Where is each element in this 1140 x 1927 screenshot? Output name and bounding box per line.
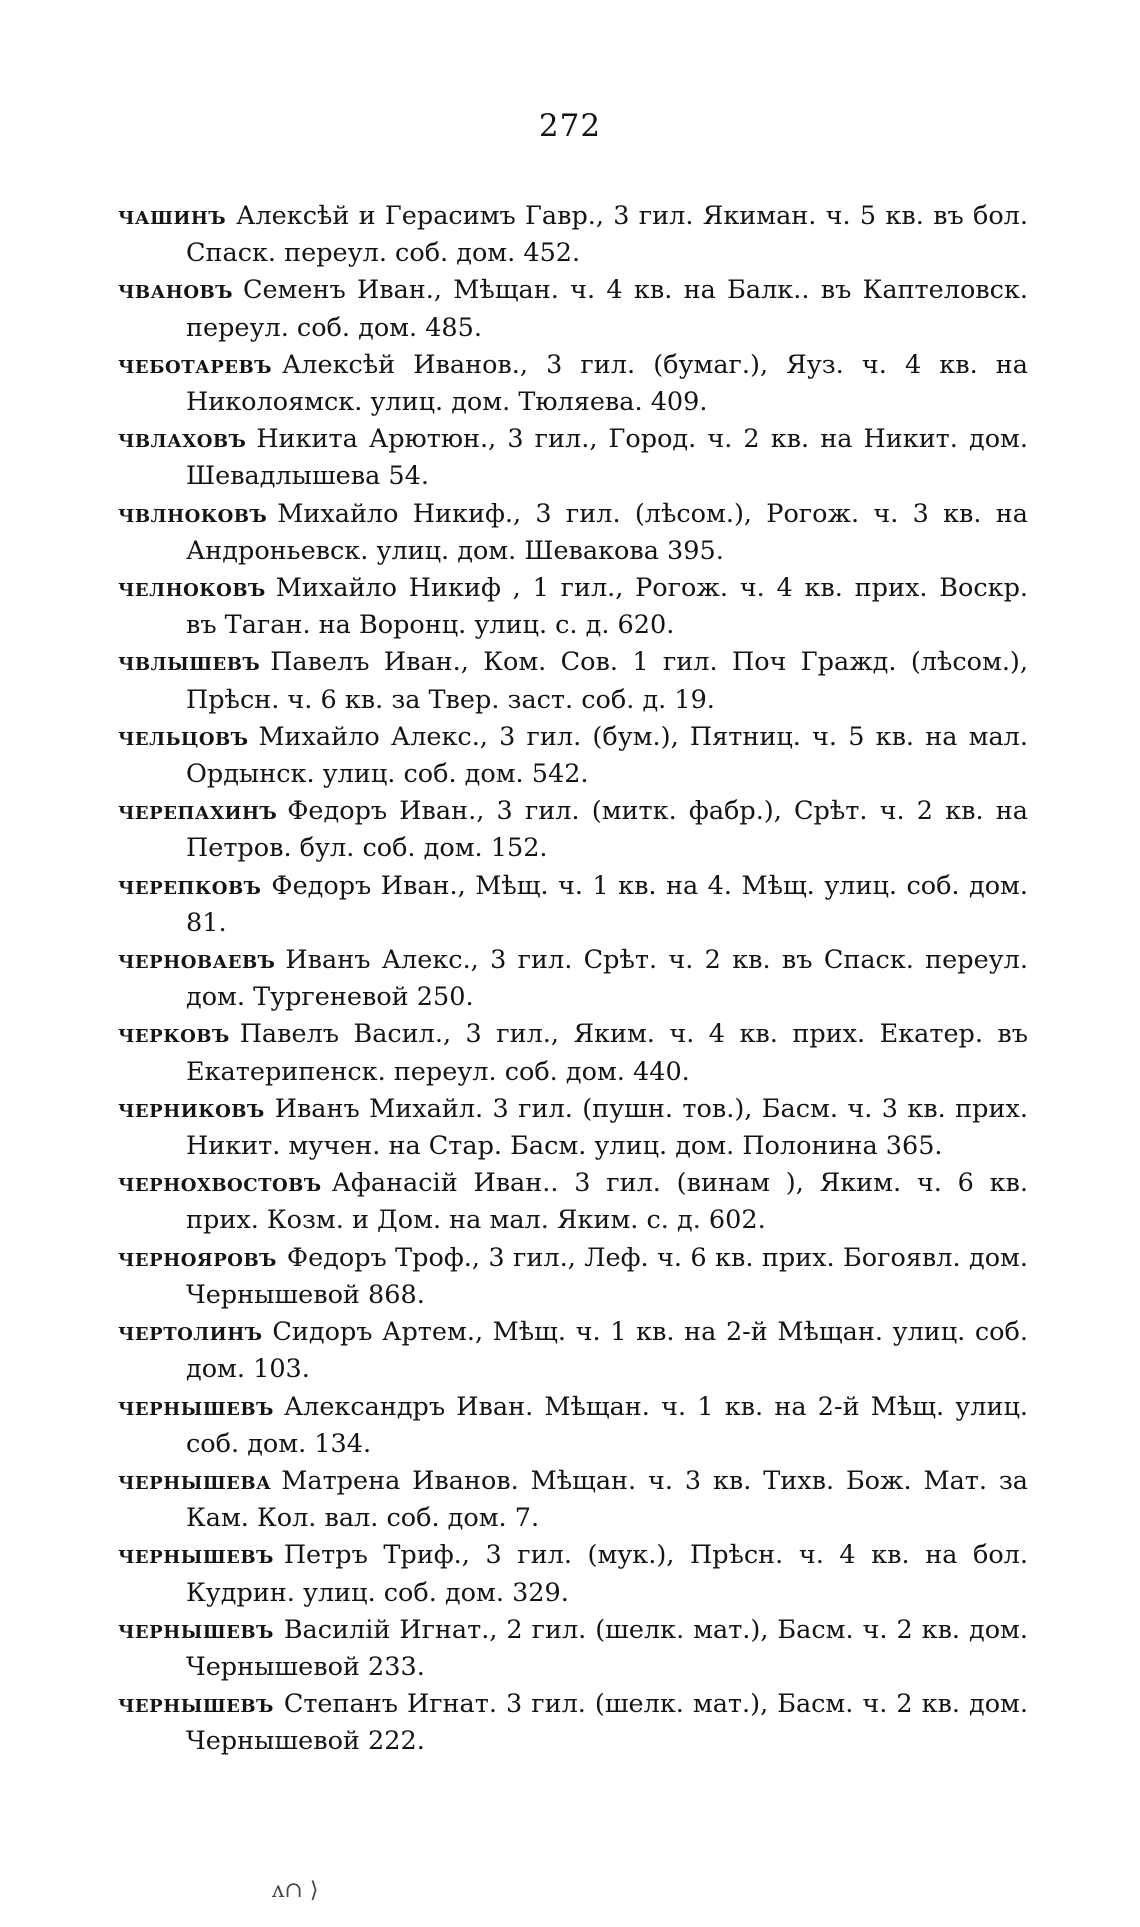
entry-surname: чашинъ — [118, 201, 227, 231]
entry-surname: черноваевъ — [118, 945, 276, 976]
entry-details: Павелъ Иван., Ком. Сов. 1 гил. Поч Гражд. (лѣсом.), Прѣсн. ч. 6 кв. за Твер. заст. соб. д. 19. — [186, 647, 1028, 715]
directory-entry — [118, 421, 1028, 495]
entry-details: Афанасій Иван.. 3 гил. (винам ), Яким. ч. 6 кв. прих. Козм. и Дом. на мал. Яким. с. д. 602. — [186, 1168, 1028, 1236]
entry-details: Михайло Никиф., 3 гил. (лѣсом.), Рогож. ч. 3 кв. на Андроньевск. улиц. дом. Шевакова 395. — [186, 498, 1028, 566]
entry-surname: чельцовъ — [118, 721, 249, 752]
entry-details: Михайло Алекс., 3 гил. (бум.), Пятниц. ч. 5 кв. на мал. Ордынск. улиц. соб. дом. 542. — [186, 721, 1028, 790]
entry-details: Петръ Триф., 3 гил. (мук.), Прѣсн. ч. 4 кв. на бол. Кудрин. улиц. соб. дом. 329. — [186, 1540, 1028, 1608]
directory-entry — [118, 719, 1028, 793]
directory-entry — [118, 1537, 1028, 1611]
directory-entry — [118, 1240, 1028, 1314]
entry-details: Алексѣй Иванов., 3 гил. (бумаг.), Яуз. ч. 4 кв. на Николоямск. улиц. дом. Тюляева. 409. — [186, 349, 1028, 418]
entry-details: Павелъ Васил., 3 гил., Яким. ч. 4 кв. прих. Екатер. въ Екатерипенск. переул. соб. дом. 440. — [186, 1019, 1028, 1087]
directory-entry — [118, 198, 1028, 272]
entry-details: Василій Игнат., 2 гил. (шелк. мат.), Басм. ч. 2 кв. дом. Чернышевой 233. — [186, 1614, 1028, 1682]
directory-entry — [118, 1389, 1028, 1463]
entry-surname: челноковъ — [118, 573, 266, 604]
directory-entry — [118, 1686, 1028, 1760]
directory-entry — [118, 1612, 1028, 1686]
entry-surname: чвлышевъ — [118, 647, 261, 678]
entry-surname: чернохвостовъ — [118, 1168, 322, 1199]
entry-surname: чернышевъ — [118, 1689, 274, 1720]
entry-surname: чвановъ — [118, 275, 233, 306]
entry-details: Степанъ Игнат. 3 гил. (шелк. мат.), Басм. ч. 2 кв. дом. Чернышевой 222. — [186, 1689, 1028, 1757]
entry-surname: чернышева — [118, 1465, 272, 1496]
entry-surname: черепахинъ — [118, 796, 278, 827]
entry-surname: чернояровъ — [118, 1242, 277, 1273]
entry-details: Матрена Иванов. Мѣщан. ч. 3 кв. Тихв. Бож. Мат. за Кам. Кол. вал. соб. дом. 7. — [186, 1465, 1028, 1534]
entry-surname: черниковъ — [118, 1093, 265, 1124]
footer-mark: ᴧ∩ ⟩ — [272, 1878, 319, 1903]
entry-surname: чернышевъ — [118, 1540, 274, 1571]
entry-surname: чернышевъ — [118, 1391, 274, 1422]
directory-entries — [118, 198, 1028, 1761]
entry-details: Никита Арютюн., 3 гил., Город. ч. 2 кв. на Никит. дом. Шевадлышева 54. — [186, 424, 1028, 492]
entry-details: Михайло Никиф , 1 гил., Рогож. ч. 4 кв. прих. Воскр. въ Таган. на Воронц. улиц. с. д. 620. — [186, 573, 1028, 641]
entry-surname: чернышевъ — [118, 1614, 274, 1645]
directory-entry — [118, 868, 1028, 942]
entry-surname: чеботаревъ — [118, 349, 272, 380]
entry-surname: чвлноковъ — [118, 498, 268, 529]
directory-entry — [118, 496, 1028, 570]
directory-entry — [118, 793, 1028, 867]
page-number: 272 — [538, 108, 602, 144]
entry-details: Алексѣй и Герасимъ Гавр., 3 гил. Якиман. ч. 5 кв. въ бол. Спаск. переул. соб. дом. 452. — [186, 201, 1028, 269]
directory-entry — [118, 347, 1028, 421]
directory-entry — [118, 272, 1028, 346]
entry-details: Федоръ Троф., 3 гил., Леф. ч. 6 кв. прих. Богоявл. дом. Чернышевой 868. — [186, 1242, 1028, 1310]
entry-details: Сидоръ Артем., Мѣщ. ч. 1 кв. на 2-й Мѣщан. улиц. соб. дом. 103. — [186, 1317, 1028, 1385]
directory-entry — [118, 1091, 1028, 1165]
directory-entry — [118, 1463, 1028, 1537]
entry-surname: чвлаховъ — [118, 424, 247, 455]
entry-details: Семенъ Иван., Мѣщан. ч. 4 кв. на Балк.. въ Каптеловск. переул. соб. дом. 485. — [186, 275, 1028, 343]
directory-entry — [118, 1165, 1028, 1239]
entry-details: Иванъ Михайл. 3 гил. (пушн. тов.), Басм. ч. 3 кв. прих. Никит. мучен. на Стар. Басм. улиц. дом. Полонина 365. — [186, 1093, 1028, 1162]
entry-details: Федоръ Иван., 3 гил. (митк. фабр.), Срѣт. ч. 2 кв. на Петров. бул. соб. дом. 152. — [186, 796, 1028, 864]
entry-surname: черковъ — [118, 1019, 230, 1050]
entry-details: Иванъ Алекс., 3 гил. Срѣт. ч. 2 кв. въ Спаск. переул. дом. Тургеневой 250. — [186, 945, 1028, 1013]
entry-surname: черепковъ — [118, 870, 262, 901]
entry-details: Федоръ Иван., Мѣщ. ч. 1 кв. на 4. Мѣщ. улиц. соб. дом. 81. — [186, 870, 1028, 938]
entry-details: Александръ Иван. Мѣщан. ч. 1 кв. на 2-й Мѣщ. улиц. соб. дом. 134. — [186, 1391, 1028, 1459]
entry-surname: чертолинъ — [118, 1317, 263, 1348]
directory-entry — [118, 1016, 1028, 1090]
directory-entry — [118, 942, 1028, 1016]
directory-entry — [118, 1314, 1028, 1388]
directory-entry — [118, 570, 1028, 644]
directory-entry — [118, 644, 1028, 718]
